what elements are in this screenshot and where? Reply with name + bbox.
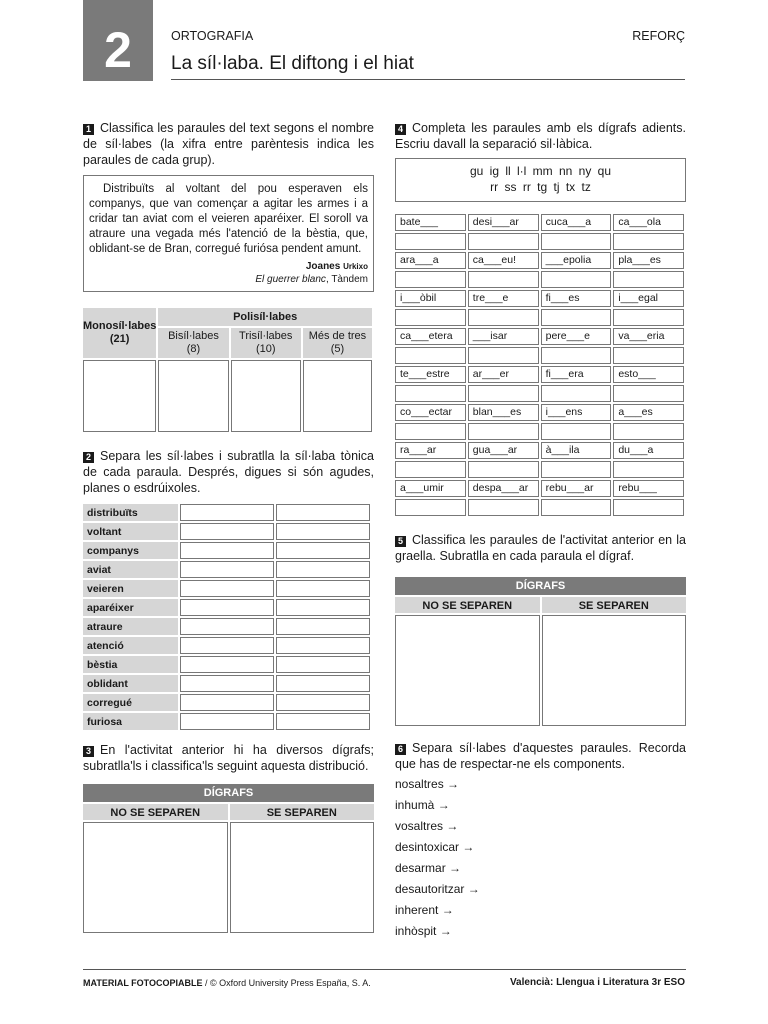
exercise-number: 1 — [83, 124, 94, 135]
word-label: voltant — [83, 523, 178, 540]
answer-cell[interactable] — [541, 385, 612, 402]
answer-cell[interactable] — [541, 347, 612, 364]
answer-cell[interactable] — [395, 385, 466, 402]
list-item[interactable]: desautoritzar → — [395, 882, 480, 896]
answer-cell[interactable] — [231, 360, 301, 432]
word-label: oblidant — [83, 675, 178, 692]
word-label: distribuïts — [83, 504, 178, 521]
answer-cell[interactable] — [303, 360, 372, 432]
incomplete-word[interactable]: cuca___a — [541, 214, 612, 231]
answer-cell[interactable] — [276, 580, 370, 597]
tri-header: Trisíl·labes (10) — [231, 328, 301, 358]
incomplete-word[interactable]: ca___ola — [613, 214, 684, 231]
word-label: veieren — [83, 580, 178, 597]
exercise-4-instruction — [395, 120, 686, 152]
incomplete-word[interactable]: i___ens — [541, 404, 612, 421]
table-row — [83, 580, 370, 597]
instruction-text: Separa les síl·labes i subratlla la síl·laba tònica de cada paraula. Després, digues si són agudes, planes o esdrúixoles. — [83, 449, 374, 495]
answer-cell[interactable] — [395, 233, 466, 250]
exercise-3-instruction — [83, 742, 374, 774]
exercise-number: 4 — [395, 124, 406, 135]
instruction-text: Classifica les paraules del text segons el nombre de síl·labes (la xifra entre parèntesis indica les paraules de cada grup). — [83, 121, 374, 167]
answer-cell[interactable] — [276, 675, 370, 692]
table-row — [395, 404, 684, 421]
list-item[interactable]: inherent → — [395, 903, 454, 917]
answer-cell[interactable] — [180, 561, 274, 578]
incomplete-word[interactable]: va___eria — [613, 328, 684, 345]
answer-cell[interactable] — [468, 233, 539, 250]
answer-cell[interactable] — [276, 599, 370, 616]
answer-cell[interactable] — [468, 461, 539, 478]
table-row — [395, 233, 684, 250]
answer-cell[interactable] — [468, 423, 539, 440]
incomplete-word[interactable]: pla___es — [613, 252, 684, 269]
answer-cell[interactable] — [613, 423, 684, 440]
list-item[interactable]: inhumà → — [395, 798, 450, 812]
answer-cell[interactable] — [180, 542, 274, 559]
answer-cell[interactable] — [83, 360, 156, 432]
incomplete-word[interactable]: bate___ — [395, 214, 466, 231]
answer-cell[interactable] — [613, 385, 684, 402]
incomplete-word[interactable]: co___ectar — [395, 404, 466, 421]
word-list — [395, 774, 686, 942]
digraph-options-line: rr ss rr tg tj tx tz — [490, 180, 591, 194]
answer-cell[interactable] — [613, 271, 684, 288]
reading-text: Distribuïts al voltant del pou esperaven els companys, que van començar a agitar les armes i a cridar tan aviat com el veieren aparéixer. El soroll va atraure una vegada més l'atenció de la bèstia, que, oblidant-se de Bran, corregué furiósa pendent amunt. — [89, 183, 368, 255]
answer-cell[interactable] — [276, 542, 370, 559]
header-divider — [171, 79, 685, 80]
incomplete-word[interactable]: a___umir — [395, 480, 466, 497]
word-label: aviat — [83, 561, 178, 578]
footer-divider — [83, 969, 686, 970]
answer-cell[interactable] — [395, 271, 466, 288]
answer-cell[interactable] — [468, 309, 539, 326]
answer-box[interactable] — [542, 615, 687, 726]
answer-cell[interactable] — [276, 504, 370, 521]
syllable-classification-table — [81, 306, 374, 434]
no-separen-header: NO SE SEPAREN — [395, 595, 540, 613]
footer-copyright: MATERIAL FOTOCOPIABLE / © Oxford University Press España, S. A. — [83, 978, 371, 988]
answer-cell[interactable] — [613, 233, 684, 250]
word-label: atenció — [83, 637, 178, 654]
table-row — [83, 618, 370, 635]
bi-header: Bisíl·labes (8) — [158, 328, 228, 358]
exercise-2-instruction — [83, 448, 374, 496]
answer-cell[interactable] — [613, 499, 684, 516]
list-item[interactable]: vosaltres → — [395, 819, 459, 833]
header-tag: REFORÇ — [632, 29, 685, 43]
complete-words-table — [393, 212, 686, 518]
exercise-number: 6 — [395, 744, 406, 755]
instruction-text: Completa les paraules amb els dígrafs adients. Escriu davall la separació sil·làbica. — [395, 121, 686, 151]
answer-cell[interactable] — [395, 461, 466, 478]
incomplete-word[interactable]: gua___ar — [468, 442, 539, 459]
list-item[interactable]: inhòspit → — [395, 924, 452, 938]
instruction-text: Classifica les paraules de l'activitat anterior en la graella. Subratlla en cada paraula el dígraf. — [395, 533, 686, 563]
word-label: bèstia — [83, 656, 178, 673]
answer-box[interactable] — [230, 822, 375, 933]
incomplete-word[interactable]: ca___etera — [395, 328, 466, 345]
right-column — [395, 120, 686, 942]
answer-cell[interactable] — [180, 599, 274, 616]
answer-box[interactable] — [83, 822, 228, 933]
incomplete-word[interactable]: ara___a — [395, 252, 466, 269]
header-category: ORTOGRAFIA — [171, 29, 254, 43]
page-title: La síl·laba. El diftong i el hiat — [171, 53, 414, 74]
incomplete-word[interactable]: tre___e — [468, 290, 539, 307]
incomplete-word[interactable]: du___a — [613, 442, 684, 459]
table-row — [395, 461, 684, 478]
incomplete-word[interactable]: ___epolia — [541, 252, 612, 269]
exercise-number: 2 — [83, 452, 94, 463]
answer-cell[interactable] — [541, 233, 612, 250]
answer-cell[interactable] — [276, 561, 370, 578]
table-row — [83, 523, 370, 540]
table-row — [395, 347, 684, 364]
table-row — [83, 675, 370, 692]
table-row — [83, 599, 370, 616]
exercise-number: 3 — [83, 746, 94, 757]
table-row — [83, 694, 370, 711]
word-label: companys — [83, 542, 178, 559]
left-column — [83, 120, 374, 933]
exercise-1-instruction — [83, 120, 374, 168]
separen-header: SE SEPAREN — [540, 595, 687, 613]
answer-box[interactable] — [395, 615, 540, 726]
poli-header: Polisíl·labes — [158, 308, 372, 326]
instruction-text: En l'activitat anterior hi ha diversos dígrafs; subratlla'ls i classifica'ls seguint aquesta distribució. — [83, 743, 374, 773]
answer-cell[interactable] — [180, 618, 274, 635]
word-label: atraure — [83, 618, 178, 635]
answer-cell[interactable] — [541, 461, 612, 478]
table-row — [395, 366, 684, 383]
reading-text-box — [83, 175, 374, 292]
incomplete-word[interactable]: ca___eu! — [468, 252, 539, 269]
table-row — [395, 290, 684, 307]
table-row — [395, 309, 684, 326]
incomplete-word[interactable]: fi___era — [541, 366, 612, 383]
answer-cell[interactable] — [276, 694, 370, 711]
digraph-table-3 — [83, 784, 374, 933]
table-row — [395, 271, 684, 288]
answer-cell[interactable] — [468, 271, 539, 288]
answer-cell[interactable] — [468, 499, 539, 516]
no-separen-header: NO SE SEPAREN — [83, 802, 228, 820]
answer-cell[interactable] — [276, 618, 370, 635]
table-row — [83, 713, 370, 730]
answer-cell[interactable] — [276, 523, 370, 540]
answer-cell[interactable] — [180, 694, 274, 711]
table-row — [395, 328, 684, 345]
answer-cell[interactable] — [180, 713, 274, 730]
list-item[interactable]: desintoxicar → — [395, 840, 475, 854]
digraph-table-5 — [395, 577, 686, 726]
exercise-6-instruction — [395, 740, 686, 772]
incomplete-word[interactable]: à___ila — [541, 442, 612, 459]
answer-cell[interactable] — [541, 423, 612, 440]
answer-cell[interactable] — [613, 347, 684, 364]
answer-cell[interactable] — [395, 499, 466, 516]
incomplete-word[interactable]: pere___e — [541, 328, 612, 345]
table-row — [83, 656, 370, 673]
word-label: aparéixer — [83, 599, 178, 616]
table-row — [395, 252, 684, 269]
answer-cell[interactable] — [613, 309, 684, 326]
incomplete-word[interactable]: blan___es — [468, 404, 539, 421]
exercise-number: 5 — [395, 536, 406, 547]
word-label: corregué — [83, 694, 178, 711]
incomplete-word[interactable]: esto___ — [613, 366, 684, 383]
table-row — [395, 214, 684, 231]
incomplete-word[interactable]: ar___er — [468, 366, 539, 383]
answer-cell[interactable] — [276, 637, 370, 654]
incomplete-word[interactable]: fi___es — [541, 290, 612, 307]
incomplete-word[interactable]: te___estre — [395, 366, 466, 383]
unit-number: 2 — [83, 0, 153, 81]
incomplete-word[interactable]: rebu___ar — [541, 480, 612, 497]
digraph-header: DÍGRAFS — [395, 577, 686, 595]
incomplete-word[interactable]: i___òbil — [395, 290, 466, 307]
table-row — [83, 561, 370, 578]
answer-cell[interactable] — [541, 499, 612, 516]
incomplete-word[interactable]: ___isar — [468, 328, 539, 345]
instruction-text: Separa síl·labes d'aquestes paraules. Recorda que has de respectar-ne els components. — [395, 741, 686, 771]
answer-cell[interactable] — [395, 423, 466, 440]
answer-cell[interactable] — [158, 360, 228, 432]
answer-cell[interactable] — [468, 385, 539, 402]
digraph-header: DÍGRAFS — [83, 784, 374, 802]
author: Joanes Urkixo — [305, 261, 368, 272]
table-row — [395, 385, 684, 402]
incomplete-word[interactable]: a___es — [613, 404, 684, 421]
digraph-options-box — [395, 158, 686, 202]
incomplete-word[interactable]: i___egal — [613, 290, 684, 307]
answer-cell[interactable] — [180, 656, 274, 673]
list-item[interactable]: desarmar → — [395, 861, 462, 875]
table-row — [395, 423, 684, 440]
table-row — [395, 499, 684, 516]
answer-cell[interactable] — [276, 656, 370, 673]
mono-header: Monosíl·labes (21) — [83, 308, 156, 358]
answer-cell[interactable] — [180, 580, 274, 597]
separen-header: SE SEPAREN — [228, 802, 375, 820]
answer-cell[interactable] — [613, 461, 684, 478]
incomplete-word[interactable]: desi___ar — [468, 214, 539, 231]
exercise-5-instruction — [395, 532, 686, 564]
incomplete-word[interactable]: ra___ar — [395, 442, 466, 459]
word-syllable-table — [81, 502, 372, 732]
answer-cell[interactable] — [395, 309, 466, 326]
answer-cell[interactable] — [541, 309, 612, 326]
answer-cell[interactable] — [468, 347, 539, 364]
table-row — [83, 542, 370, 559]
answer-cell[interactable] — [180, 675, 274, 692]
mes-header: Més de tres (5) — [303, 328, 372, 358]
table-row — [395, 480, 684, 497]
answer-cell[interactable] — [276, 713, 370, 730]
incomplete-word[interactable]: rebu___ — [613, 480, 684, 497]
word-label: furiosa — [83, 713, 178, 730]
answer-cell[interactable] — [180, 637, 274, 654]
answer-cell[interactable] — [180, 504, 274, 521]
answer-cell[interactable] — [395, 347, 466, 364]
table-row — [83, 637, 370, 654]
footer-book-title: Valencià: Llengua i Literatura 3r ESO — [509, 977, 685, 988]
work-reference: El guerrer blanc, Tàndem — [255, 274, 368, 285]
table-row — [395, 442, 684, 459]
incomplete-word[interactable]: despa___ar — [468, 480, 539, 497]
answer-cell[interactable] — [180, 523, 274, 540]
digraph-options-line: gu ig ll l·l mm nn ny qu — [469, 164, 612, 178]
table-row — [83, 504, 370, 521]
list-item[interactable]: nosaltres → — [395, 777, 460, 791]
answer-cell[interactable] — [541, 271, 612, 288]
